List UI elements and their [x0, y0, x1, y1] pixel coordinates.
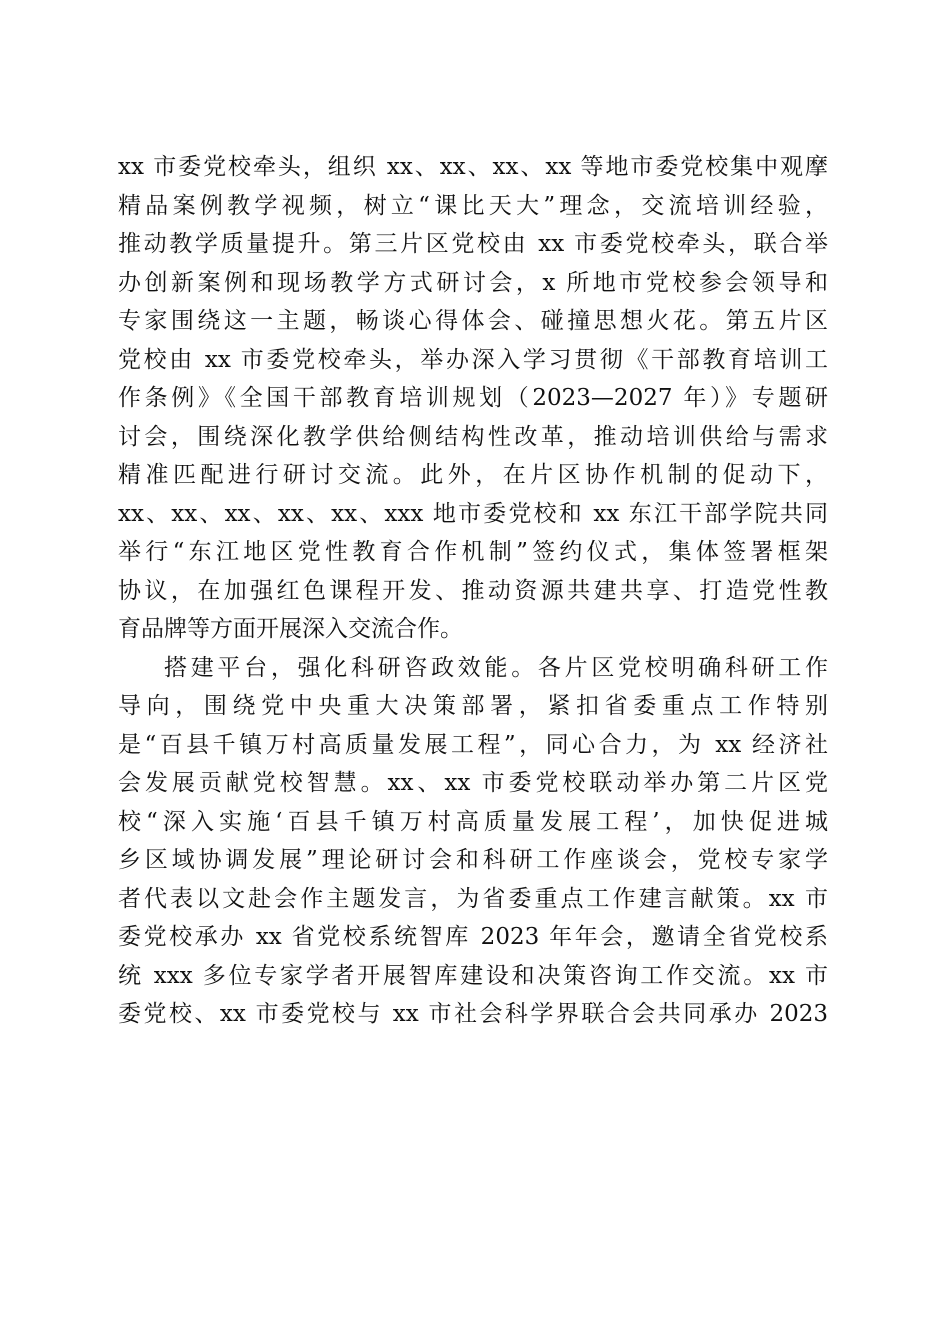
text-line: xx 市委党校牵头，组织 xx、xx、xx、xx 等地市委党校集中观摩	[118, 154, 828, 180]
text-line: 推动教学质量提升。第三片区党校由 xx 市委党校牵头，联合举	[118, 231, 828, 257]
document-body	[118, 148, 828, 1034]
text-line: 讨会，围绕深化教学供给侧结构性改革，推动培训供给与需求	[118, 423, 828, 450]
text-line: 导向，围绕党中央重大决策部署，紧扣省委重点工作特别	[118, 693, 828, 719]
text-line: 搭建平台，强化科研咨政效能。各片区党校明确科研工作	[164, 654, 828, 681]
text-line: 专家围绕这一主题，畅谈心得体会、碰撞思想火花。第五片区	[118, 308, 828, 334]
paragraph-research-platform	[118, 649, 828, 1034]
text-line: 是“百县千镇万村高质量发展工程”，同心合力，为 xx 经济社	[118, 731, 828, 758]
text-line: 统 xxx 多位专家学者开展智库建设和决策咨询工作交流。xx 市	[118, 962, 828, 989]
text-line: 育品牌等方面开展深入交流合作。	[118, 616, 463, 642]
text-line: 乡区域协调发展”理论研讨会和科研工作座谈会，党校专家学	[118, 847, 828, 873]
text-line: xx、xx、xx、xx、xx、xxx 地市委党校和 xx 东江干部学院共同	[118, 500, 828, 527]
text-line: 会发展贡献党校智慧。xx、xx 市委党校联动举办第二片区党	[118, 770, 828, 796]
text-line: 者代表以文赴会作主题发言，为省委重点工作建言献策。xx 市	[118, 885, 828, 912]
text-line: 委党校承办 xx 省党校系统智库 2023 年年会，邀请全省党校系	[118, 924, 828, 950]
paragraph-continued	[118, 148, 828, 649]
text-line: 党校由 xx 市委党校牵头，举办深入学习贯彻《干部教育培训工	[118, 346, 828, 373]
text-line: 作条例》《全国干部教育培训规划（2023—2027 年）》专题研	[118, 385, 828, 411]
text-line: 办创新案例和现场教学方式研讨会，x 所地市党校参会领导和	[118, 269, 828, 296]
text-line: 举行“东江地区党性教育合作机制”签约仪式，集体签署框架	[118, 539, 828, 565]
text-line: 委党校、xx 市委党校与 xx 市社会科学界联合会共同承办 2023	[118, 1001, 828, 1027]
text-line: 校“深入实施‘百县千镇万村高质量发展工程’，加快促进城	[118, 808, 828, 835]
text-line: 精准匹配进行研讨交流。此外，在片区协作机制的促动下，	[118, 462, 828, 488]
text-line: 精品案例教学视频，树立“课比天大”理念，交流培训经验，	[118, 192, 828, 219]
text-line: 协议，在加强红色课程开发、推动资源共建共享、打造党性教	[118, 577, 828, 604]
